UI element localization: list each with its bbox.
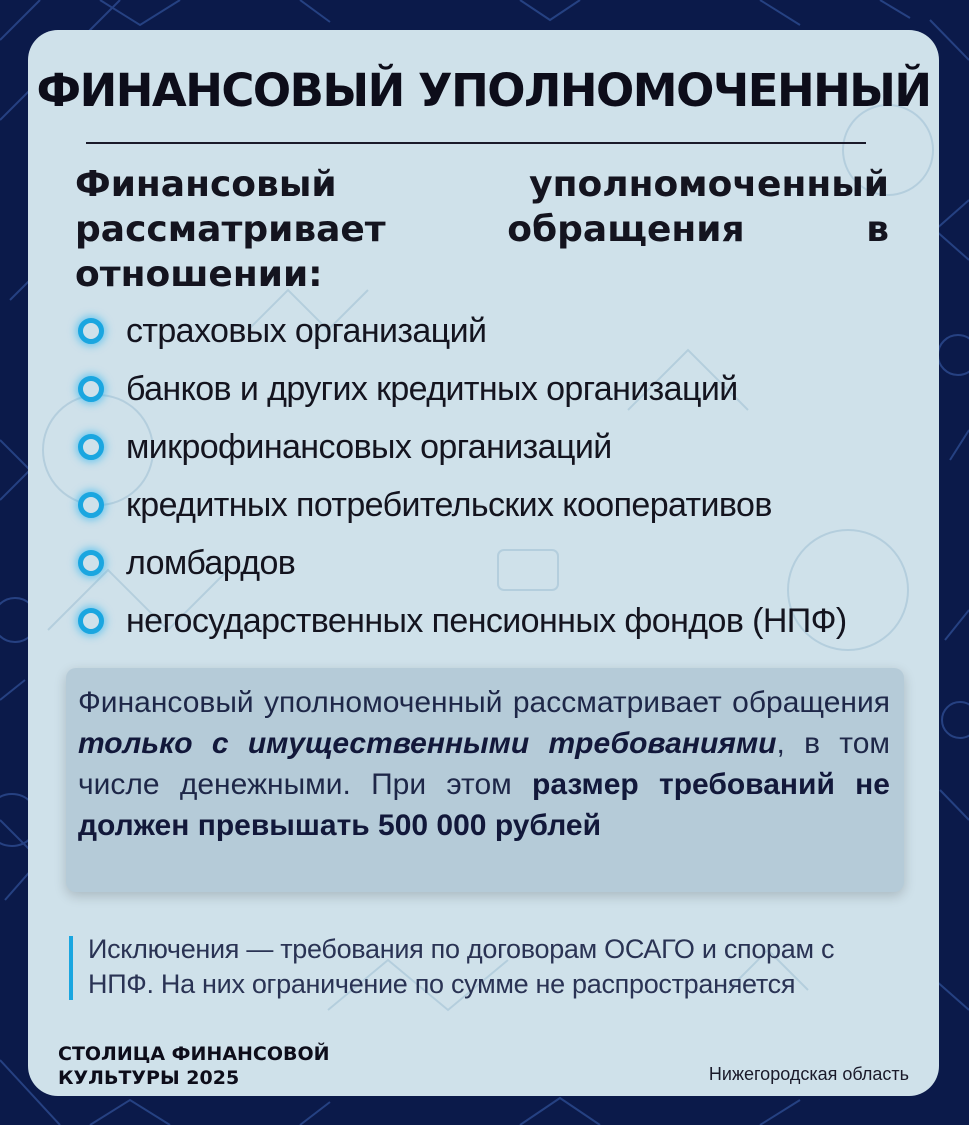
list-item-label: страховых организаций bbox=[126, 311, 487, 350]
footer-brand-line1: СТОЛИЦА ФИНАНСОВОЙ bbox=[58, 1043, 330, 1065]
footer-brand bbox=[58, 1042, 330, 1090]
list-item bbox=[78, 592, 938, 650]
list-item bbox=[78, 476, 938, 534]
list-item bbox=[78, 418, 938, 476]
footer-region: Нижегородская область bbox=[708, 1064, 909, 1084]
circle-bullet-icon bbox=[78, 318, 104, 344]
list-item-label: банков и других кредитных организаций bbox=[126, 369, 738, 408]
exception-text: Исключения — требования по договорам ОСАГО и спорам с НПФ. На них ограничение по сумме не распространяется bbox=[88, 934, 835, 999]
circle-bullet-icon bbox=[78, 550, 104, 576]
footer-brand-line2: КУЛЬТУРЫ 2025 bbox=[58, 1067, 240, 1089]
circle-bullet-icon bbox=[78, 376, 104, 402]
intro-text: Финансовый уполномоченный рассматривает обращения в отношении: bbox=[75, 164, 889, 295]
page-title: ФИНАНСОВЫЙ УПОЛНОМОЧЕННЫЙ bbox=[36, 64, 931, 117]
list-item-label: ломбардов bbox=[126, 543, 296, 582]
note-part2: , в том числе денежными. При этом bbox=[78, 727, 891, 801]
list-item bbox=[78, 302, 938, 360]
title-divider bbox=[86, 142, 866, 144]
exception-accent-bar bbox=[69, 936, 73, 1000]
circle-bullet-icon bbox=[78, 434, 104, 460]
list-item-label: кредитных потребительских кооперативов bbox=[126, 485, 772, 524]
circle-bullet-icon bbox=[78, 608, 104, 634]
list-item bbox=[78, 534, 938, 592]
organization-list bbox=[78, 302, 938, 650]
note-part1: Финансовый уполномоченный рассматривает обращения bbox=[78, 686, 890, 719]
note-text bbox=[78, 682, 890, 846]
note-emphasis: только с имущественными требованиями bbox=[78, 727, 777, 760]
list-item bbox=[78, 360, 938, 418]
list-item-label: микрофинансовых организаций bbox=[126, 427, 612, 466]
circle-bullet-icon bbox=[78, 492, 104, 518]
list-item-label: негосударственных пенсионных фондов (НПФ) bbox=[126, 601, 847, 640]
note-strong: размер требований не должен превышать 500 000 рублей bbox=[78, 768, 890, 842]
